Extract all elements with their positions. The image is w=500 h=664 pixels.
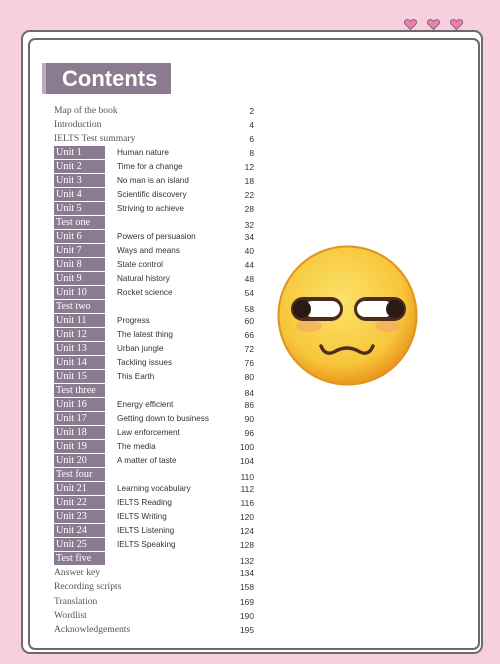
chapter-title: This Earth [117, 372, 155, 381]
page-number: 18 [244, 176, 254, 186]
section-label: Map of the book [54, 105, 118, 116]
chapter-title: Ways and means [117, 246, 180, 255]
page-number: 84 [244, 388, 254, 398]
page-number: 120 [240, 512, 254, 522]
chapter-title: The media [117, 442, 156, 451]
page-number: 124 [240, 526, 254, 536]
toc-test-entry [54, 552, 254, 566]
toc-unit-entry [54, 258, 254, 272]
page-number: 54 [244, 288, 254, 298]
page-number: 48 [244, 274, 254, 284]
toc-unit-entry [54, 342, 254, 356]
page-number: 44 [244, 260, 254, 270]
chapter-title: IELTS Listening [117, 526, 175, 535]
heart-icon [427, 19, 440, 30]
unit-tab-label: Unit 21 [54, 482, 105, 495]
unit-tab-label: Unit 9 [54, 272, 105, 285]
chapter-title: Powers of persuasion [117, 232, 196, 241]
page-number: 34 [244, 232, 254, 242]
page-number: 110 [240, 472, 254, 482]
heart-icon [450, 19, 463, 30]
toc-test-entry [54, 468, 254, 482]
toc-unit-entry [54, 370, 254, 384]
unit-tab-label: Unit 15 [54, 370, 105, 383]
toc-unit-entry [54, 244, 254, 258]
toc-unit-entry [54, 496, 254, 510]
chapter-title: Time for a change [117, 162, 183, 171]
chapter-title: IELTS Reading [117, 498, 172, 507]
page-number: 116 [240, 498, 254, 508]
unit-tab-label: Unit 14 [54, 356, 105, 369]
page-number: 86 [244, 400, 254, 410]
toc-unit-entry [54, 328, 254, 342]
unit-tab-label: Unit 25 [54, 538, 105, 551]
toc-entry [54, 609, 254, 623]
page-number: 66 [244, 330, 254, 340]
chapter-title: The latest thing [117, 330, 173, 339]
toc-entry [54, 132, 254, 146]
page-number: 128 [240, 540, 254, 550]
page-number: 190 [240, 611, 254, 621]
toc-unit-entry [54, 146, 254, 160]
page-number: 72 [244, 344, 254, 354]
toc-unit-entry [54, 160, 254, 174]
page-number: 132 [240, 556, 254, 566]
unit-tab-label: Test four [54, 468, 105, 481]
unit-tab-label: Unit 7 [54, 244, 105, 257]
page-number: 2 [249, 106, 254, 116]
page-number: 58 [244, 304, 254, 314]
page-number: 96 [244, 428, 254, 438]
unit-tab-label: Test two [54, 300, 105, 313]
page-number: 195 [240, 625, 254, 635]
toc-entry [54, 118, 254, 132]
toc-entry [54, 595, 254, 609]
section-label: Recording scripts [54, 581, 122, 592]
chapter-title: Rocket science [117, 288, 173, 297]
toc-unit-entry [54, 426, 254, 440]
toc-unit-entry [54, 188, 254, 202]
unit-tab-label: Unit 12 [54, 328, 105, 341]
toc-unit-entry [54, 286, 254, 300]
section-label: Answer key [54, 567, 101, 578]
unit-tab-label: Unit 10 [54, 286, 105, 299]
page-number: 112 [240, 484, 254, 494]
chapter-title: A matter of taste [117, 456, 177, 465]
section-label: IELTS Test summary [54, 133, 136, 144]
chapter-title: Striving to achieve [117, 204, 184, 213]
page-number: 32 [244, 220, 254, 230]
page-number: 12 [244, 162, 254, 172]
unit-tab-label: Unit 20 [54, 454, 105, 467]
unit-tab-label: Unit 8 [54, 258, 105, 271]
chapter-title: State control [117, 260, 163, 269]
toc-entry [54, 566, 254, 580]
toc-entry [54, 580, 254, 594]
unit-tab-label: Unit 5 [54, 202, 105, 215]
unit-tab-label: Test one [54, 216, 105, 229]
page-number: 90 [244, 414, 254, 424]
section-label: Translation [54, 596, 98, 607]
page-number: 134 [240, 568, 254, 578]
toc-unit-entry [54, 202, 254, 216]
unit-tab-label: Unit 13 [54, 342, 105, 355]
unit-tab-label: Unit 16 [54, 398, 105, 411]
smirking-face-emoji [276, 244, 419, 387]
unit-tab-label: Test five [54, 552, 105, 565]
chapter-title: Learning vocabulary [117, 484, 191, 493]
toc-unit-entry [54, 454, 254, 468]
unit-tab-label: Unit 4 [54, 188, 105, 201]
page-number: 169 [240, 597, 254, 607]
toc-unit-entry [54, 174, 254, 188]
chapter-title: No man is an island [117, 176, 189, 185]
unit-tab-label: Unit 23 [54, 510, 105, 523]
toc-unit-entry [54, 482, 254, 496]
unit-tab-label: Unit 18 [54, 426, 105, 439]
page-number: 40 [244, 246, 254, 256]
toc-unit-entry [54, 230, 254, 244]
toc-unit-entry [54, 398, 254, 412]
toc-unit-entry [54, 510, 254, 524]
page-number: 158 [240, 582, 254, 592]
toc-unit-entry [54, 538, 254, 552]
page-number: 100 [240, 442, 254, 452]
unit-tab-label: Unit 2 [54, 160, 105, 173]
page-number: 76 [244, 358, 254, 368]
unit-tab-label: Test three [54, 384, 105, 397]
chapter-title: IELTS Writing [117, 512, 167, 521]
unit-tab-label: Unit 19 [54, 440, 105, 453]
chapter-title: Scientific discovery [117, 190, 187, 199]
chapter-title: Energy efficient [117, 400, 174, 409]
toc-unit-entry [54, 314, 254, 328]
toc-entry [54, 623, 254, 637]
unit-tab-label: Unit 6 [54, 230, 105, 243]
toc-test-entry [54, 384, 254, 398]
section-label: Wordlist [54, 610, 87, 621]
unit-tab-label: Unit 17 [54, 412, 105, 425]
toc-unit-entry [54, 524, 254, 538]
page-number: 22 [244, 190, 254, 200]
unit-tab-label: Unit 11 [54, 314, 105, 327]
toc-test-entry [54, 300, 254, 314]
unit-tab-label: Unit 3 [54, 174, 105, 187]
unit-tab-label: Unit 24 [54, 524, 105, 537]
chapter-title: Getting down to business [117, 414, 209, 423]
chapter-title: Urban jungle [117, 344, 164, 353]
toc-entry [54, 104, 254, 118]
page-title: Contents [62, 66, 158, 91]
toc-test-entry [54, 216, 254, 230]
page-number: 28 [244, 204, 254, 214]
chapter-title: Tackling issues [117, 358, 173, 367]
unit-tab-label: Unit 1 [54, 146, 105, 159]
page-number: 60 [244, 316, 254, 326]
toc-unit-entry [54, 440, 254, 454]
toc-unit-entry [54, 356, 254, 370]
page-number: 4 [249, 120, 254, 130]
page-number: 6 [249, 134, 254, 144]
chapter-title: IELTS Speaking [117, 540, 176, 549]
page-number: 8 [249, 148, 254, 158]
chapter-title: Progress [117, 316, 150, 325]
chapter-title: Human nature [117, 148, 169, 157]
page-number: 80 [244, 372, 254, 382]
chapter-title: Law enforcement [117, 428, 180, 437]
section-label: Acknowledgements [54, 624, 131, 635]
toc-unit-entry [54, 272, 254, 286]
unit-tab-label: Unit 22 [54, 496, 105, 509]
toc-unit-entry [54, 412, 254, 426]
heart-icon [404, 19, 417, 30]
section-label: Introduction [54, 119, 102, 130]
chapter-title: Natural history [117, 274, 170, 283]
page-number: 104 [240, 456, 254, 466]
